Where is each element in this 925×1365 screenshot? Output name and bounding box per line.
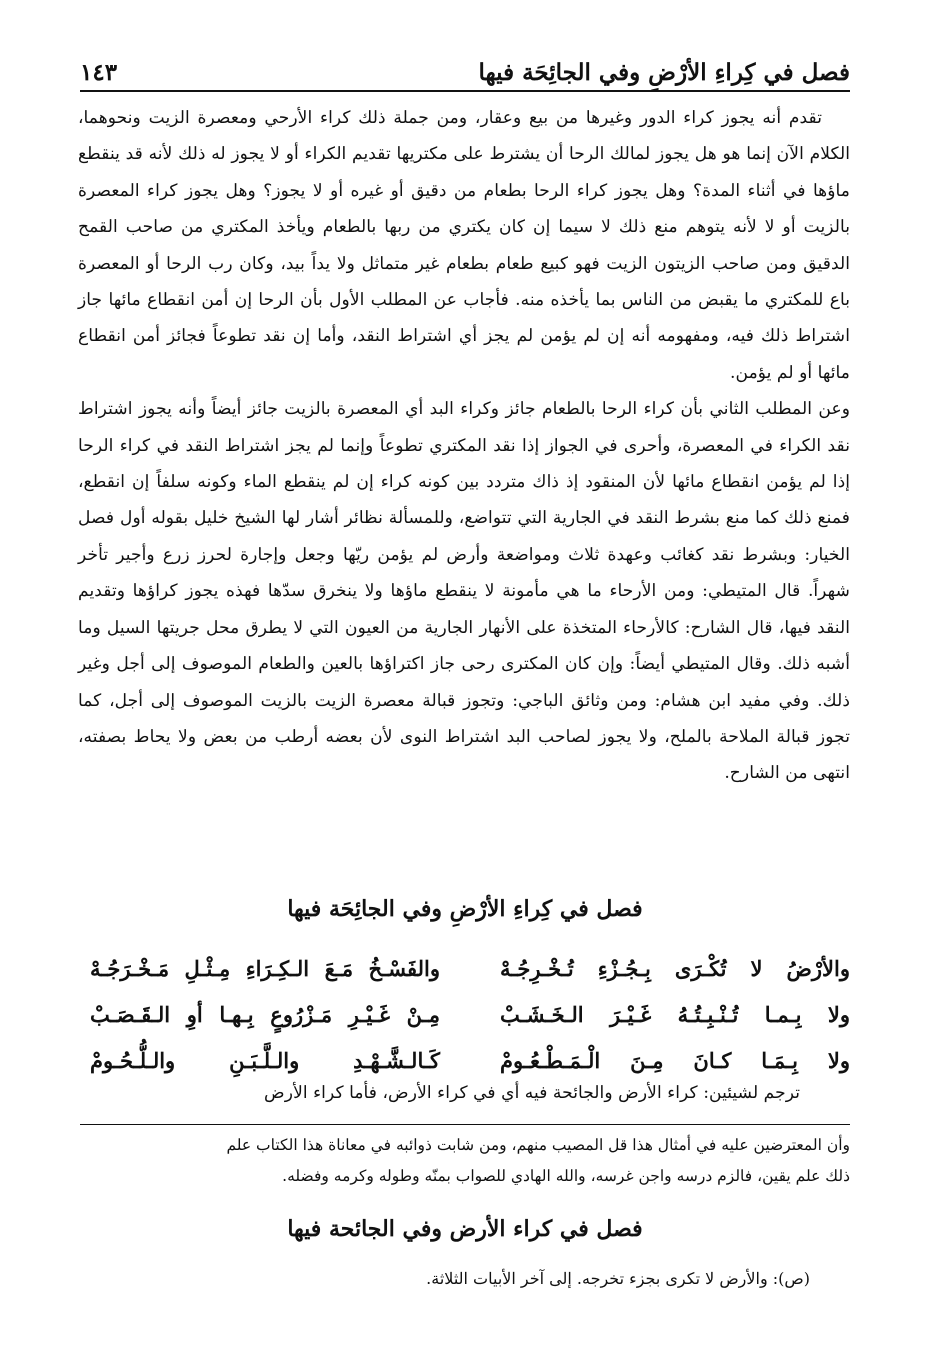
verse-second-half: كَـالـشَّـهْـدِ والـلَّـبَـنِ والـلُّـحُـومْ bbox=[90, 1047, 440, 1073]
main-text bbox=[78, 100, 850, 792]
footnote-divider bbox=[80, 1124, 850, 1125]
poem-verse bbox=[90, 991, 850, 1037]
verse-first-half: والأرْضُ لا تُكْـرَى بِـجُـزْءِ تُـخْـرِجُـهْ bbox=[500, 955, 850, 981]
poem-comment bbox=[80, 1078, 850, 1108]
poem-verse bbox=[90, 945, 850, 991]
verse-second-half: والفَسْـخُ مَـعَ الـكِـرَاءِ مِـثْـلِ مَـخْـرَجُـهْ bbox=[90, 955, 440, 981]
poem-verse bbox=[90, 1037, 850, 1083]
body-paragraph: وعن المطلب الثاني بأن كراء الرحا بالطعام جائز وكراء البد أي المعصرة بالزيت جائز أيضاً وأنه يجوز اشتراط نقد الكراء في المعصرة، وأحرى في الجواز إذا نقد المكتري تطوعاً وإنما لم يجز اشتراط النقد في كراء الرحا إذا لم يؤمن انقطاع مائها لأن المنقود إذ ذاك متردد بين كونه كراء إن لم ينقطع الماء وكونه سلفاً إن انقطع، فمنع ذلك كما منع بشرط النقد في الجارية التي تتواضع، وللمسألة نظائر أشار لها الشيخ خليل بقوله أول فصل الخيار: وبشرط نقد كغائب وعهدة ثلاث ومواضعة وأرض لم يؤمن ريّها وجعل وإجارة لحرز زرع وأجير تأخر شهراً. قال المتيطي: ومن الأرحاء ما هي مأمونة لا ينقطع ماؤها ولا ينخرق سدّها فهذه يجوز كراؤها وتقديم النقد فيها، قال الشارح: كالأرحاء المتخذة على الأنهار الجارية من العيون التي لا يطرق محل جريتها السيل وما أشبه ذلك. وقال المتيطي أيضاً: وإن كان المكترى رحى جاز اكتراؤها بالعين والطعام الموصوف إلى أجل وغير ذلك. وفي مفيد ابن هشام: ومن وثائق الباجي: وتجوز قبالة معصرة الزيت بالزيت الموصوف إلى أجل، كما تجوز قبالة الملاحة بالملح، ولا يجوز لصاحب البد اشتراط النوى لأن بعضه أرطب من بعض ولا يحاط بصفته، انتهى من الشارح. bbox=[78, 399, 850, 784]
running-title: فصل في كِراءِ الأرْضِ وفي الجائِحَة فيها bbox=[478, 59, 850, 86]
verse-second-half: مِـنْ غَـيْـرِ مَـزْرُوعٍ بِـهـا أوِ الـقَـصَـبْ bbox=[90, 1001, 440, 1027]
body-paragraph: تقدم أنه يجوز كراء الدور وغيرها من بيع وعقار، ومن جملة ذلك كراء الأرحي ومعصرة الزيت ونحوهما، الكلام الآن إنما هو هل يجوز لمالك الرحا أن يشترط على مكتريها تقديم الكراء أو لا يجوز له ذلك لأنه قد ينقطع ماؤها في أثناء المدة؟ وهل يجوز كراء الرحا بطعام من دقيق أو غيره أو لا يجوز؟ وهل يجوز كراء المعصرة بالزيت أو لا لأنه يتوهم منع ذلك لا سيما إن كان يكتري من ربها بالطعام ويأخذ المكتري من صاحب القمح الدقيق ومن صاحب الزيتون الزيت فهو كبيع طعام بطعام غير متماثل ولا يداً بيد، وكان رب الرحا أو المعصرة باع للمكتري ما يقبض من الناس بما يأخذه منه. فأجاب عن المطلب الأول بأن الرحا إن أمن انقطاع مائها جاز اشتراط ذلك فيه، ومفهومه أنه إن لم يؤمن لم يجز أي اشتراط النقد، وأما إن نقد تطوعاً فجائز أمن انقطاع مائها أو لم يؤمن. bbox=[78, 108, 850, 383]
commentary-heading: فصل في كراء الأرض وفي الجائحة فيها bbox=[287, 1216, 643, 1242]
page-number: ١٤٣ bbox=[80, 59, 118, 86]
verse-first-half: ولا بِـمـا تُـنْـبِـتُـهُ غَـيْـرَ الـخَـشَـبْ bbox=[500, 1001, 850, 1027]
commentary-text: (ص): والأرض لا تكرى بجزء تخرجه. إلى آخر الأبيات الثلاثة. bbox=[426, 1269, 810, 1288]
footnote-line: ذلك علم يقين، فالزم درسه واجن غرسه، والله الهادي للصواب بمنّه وطوله وكرمه وفضله. bbox=[282, 1167, 850, 1185]
footnote-line: وأن المعترضين عليه في أمثال هذا قل المصيب منهم، ومن شابت ذوائبه في معاناة هذا الكتاب علم bbox=[226, 1136, 850, 1154]
footnote bbox=[80, 1130, 850, 1192]
poem bbox=[90, 945, 850, 1083]
verse-first-half: ولا بِـمَـا كـانَ مِـنَ الْـمَـطْـعُـومْ bbox=[500, 1047, 850, 1073]
poem-comment-text: ترجم لشيئين: كراء الأرض والجائحة فيه أي في كراء الأرض، فأما كراء الأرض bbox=[263, 1083, 800, 1103]
section-heading: فصل في كِراءِ الأرْضِ وفي الجائِحَة فيها bbox=[287, 896, 643, 922]
page-header bbox=[80, 48, 850, 92]
